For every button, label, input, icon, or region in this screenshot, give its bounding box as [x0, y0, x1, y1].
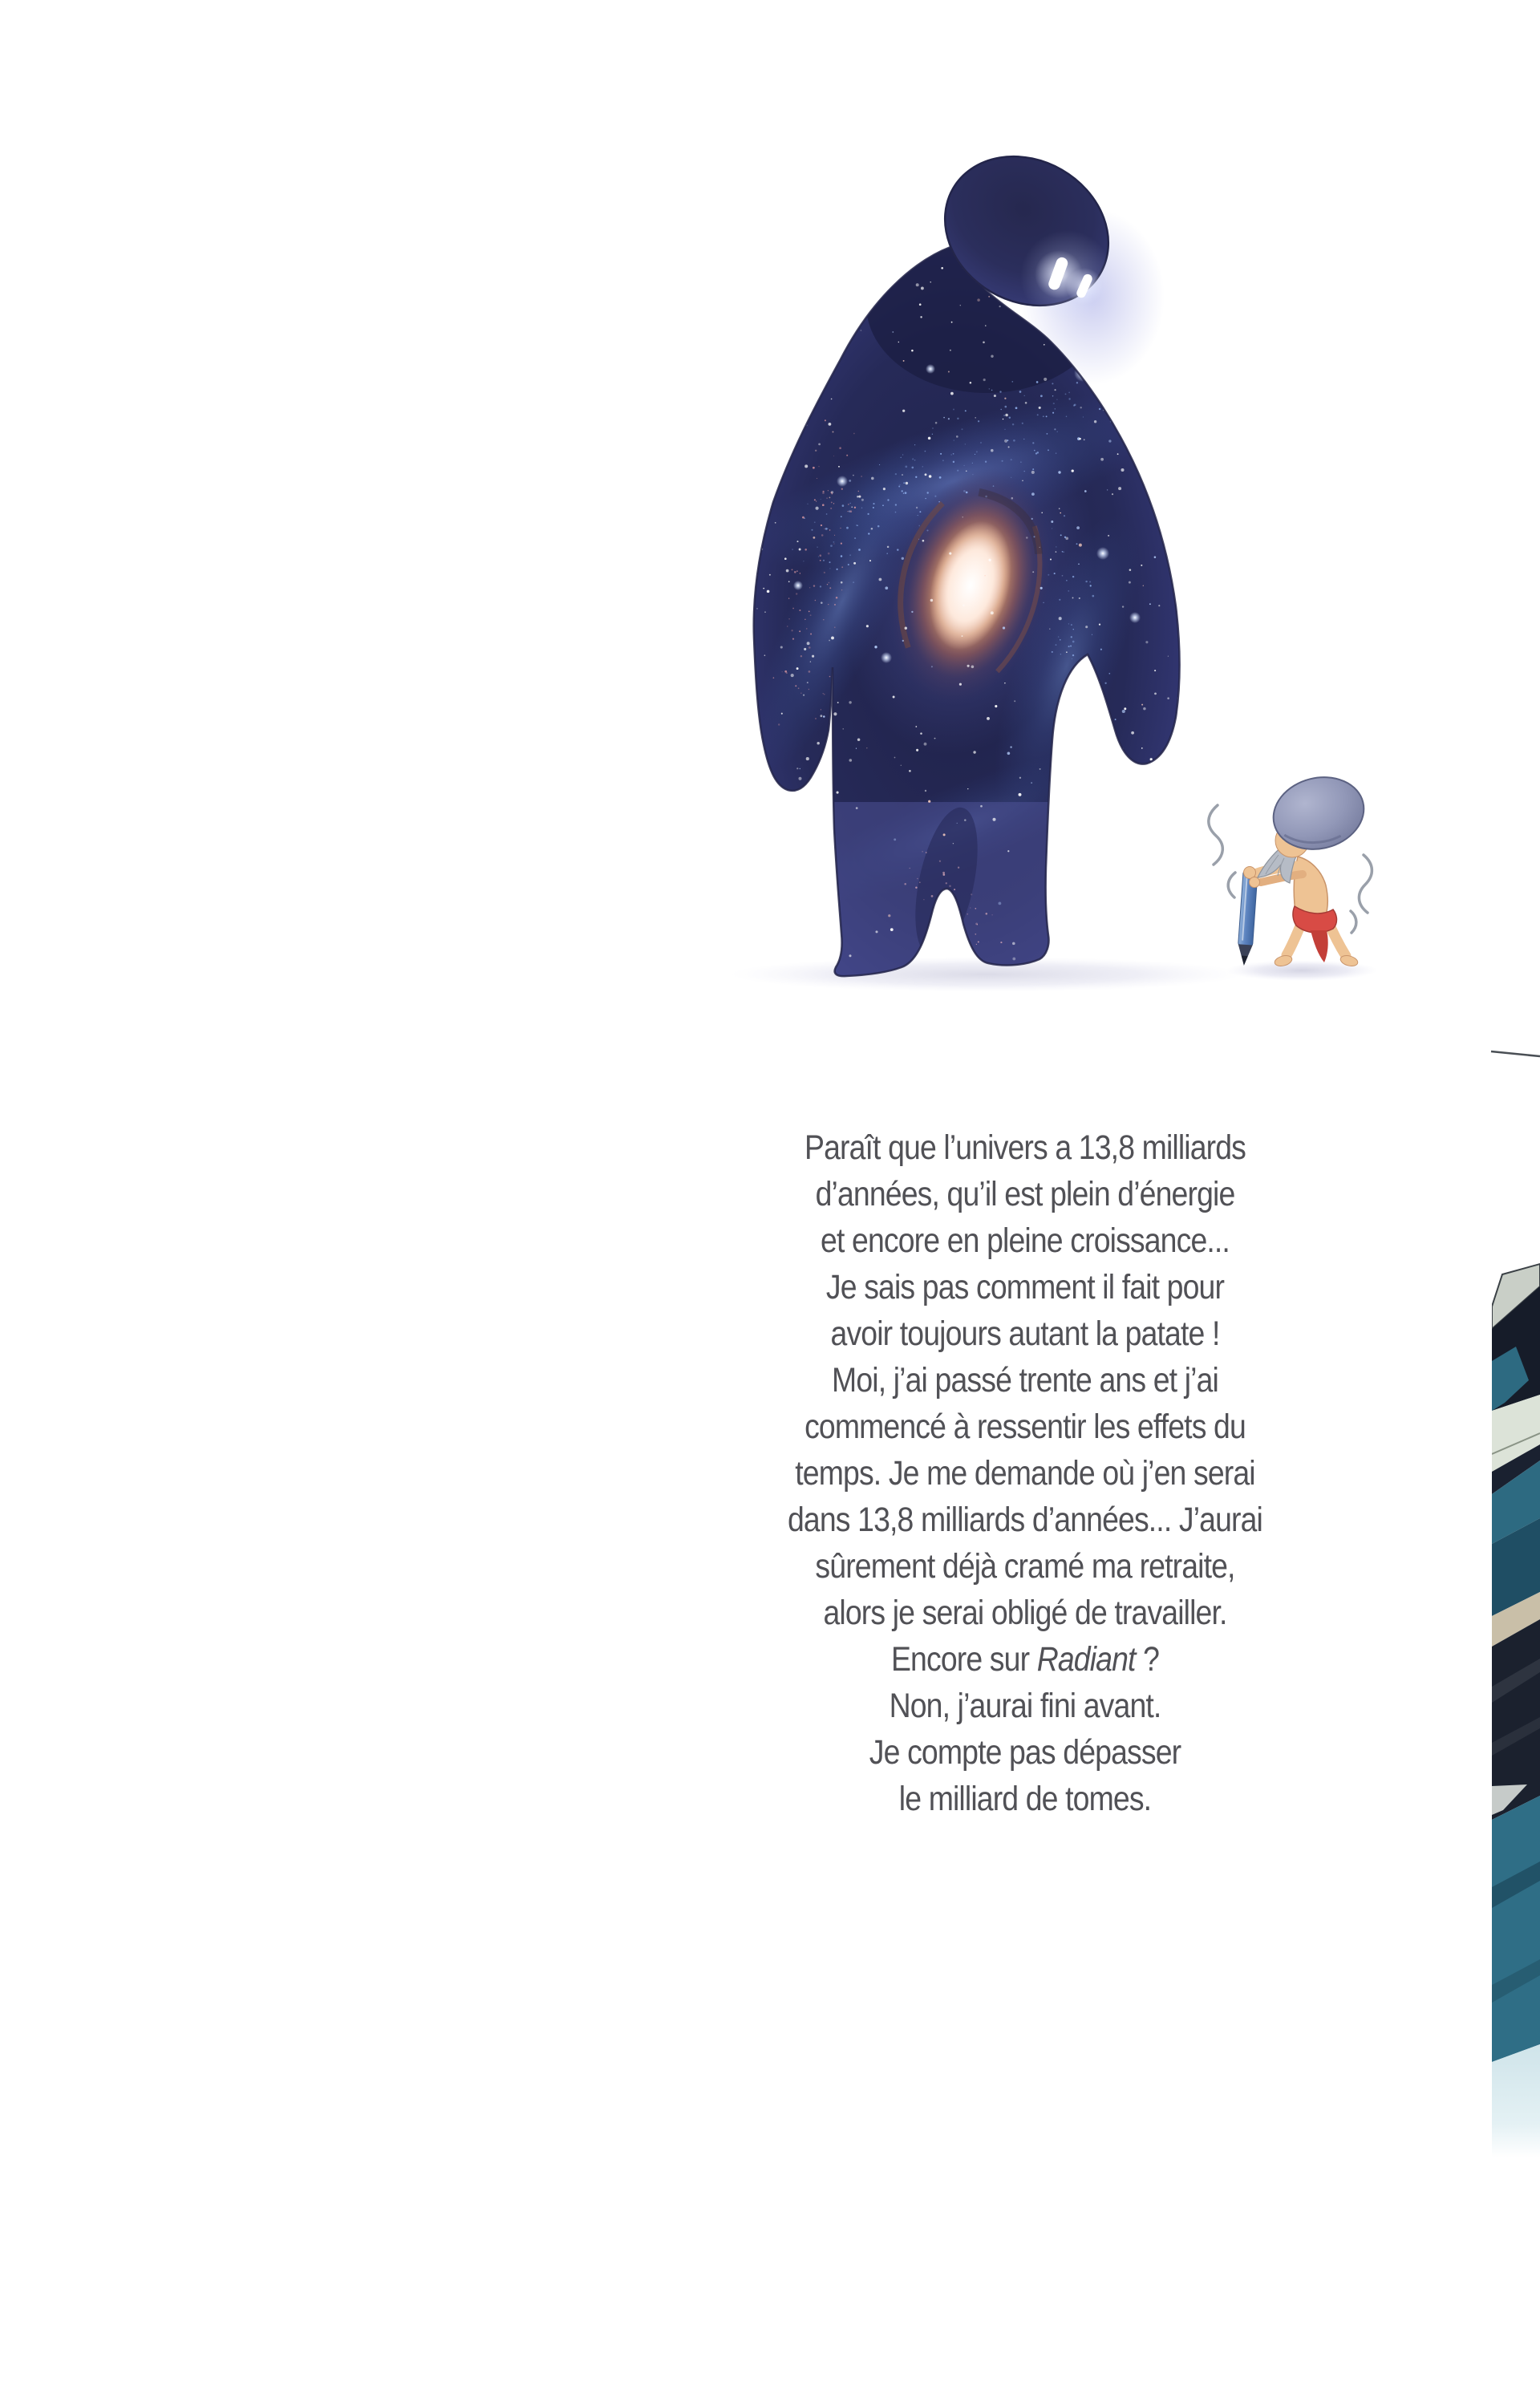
afterword-line: le milliard de tomes. [898, 1780, 1152, 1818]
galaxy-giant-illustration [722, 104, 1444, 1027]
afterword-line: alors je serai obligé de travailler. [823, 1594, 1227, 1632]
afterword-line: temps. Je me demande où j’en serai [795, 1454, 1255, 1493]
afterword-line: commencé à ressentir les effets du [804, 1408, 1246, 1446]
page-edge-artwork [1492, 1254, 1540, 2157]
afterword-line: dans 13,8 milliards d’années... J’aurai [787, 1501, 1262, 1539]
afterword-line: Je compte pas dépasser [869, 1733, 1181, 1772]
afterword-line: avoir toujours autant la patate ! [830, 1314, 1220, 1353]
afterword-line: Moi, j’ai passé trente ans et j’ai [832, 1361, 1218, 1400]
afterword-line: Je sais pas comment il fait pour [825, 1268, 1225, 1306]
afterword-line: et encore en pleine croissance... [821, 1221, 1230, 1260]
old-man [1209, 768, 1372, 968]
afterword-text [746, 1124, 1304, 1822]
afterword-line: sûrement déjà cramé ma retraite, [815, 1547, 1235, 1586]
page-edge-tip-line [1488, 1045, 1540, 1063]
afterword-italic: Radiant [1036, 1640, 1136, 1679]
afterword-line: Encore sur Radiant ? [890, 1640, 1160, 1679]
afterword-line: Non, j’aurai fini avant. [889, 1687, 1161, 1725]
afterword-line: d’années, qu’il est plein d’énergie [815, 1175, 1235, 1213]
afterword-line: Paraît que l’univers a 13,8 milliards [804, 1128, 1246, 1167]
